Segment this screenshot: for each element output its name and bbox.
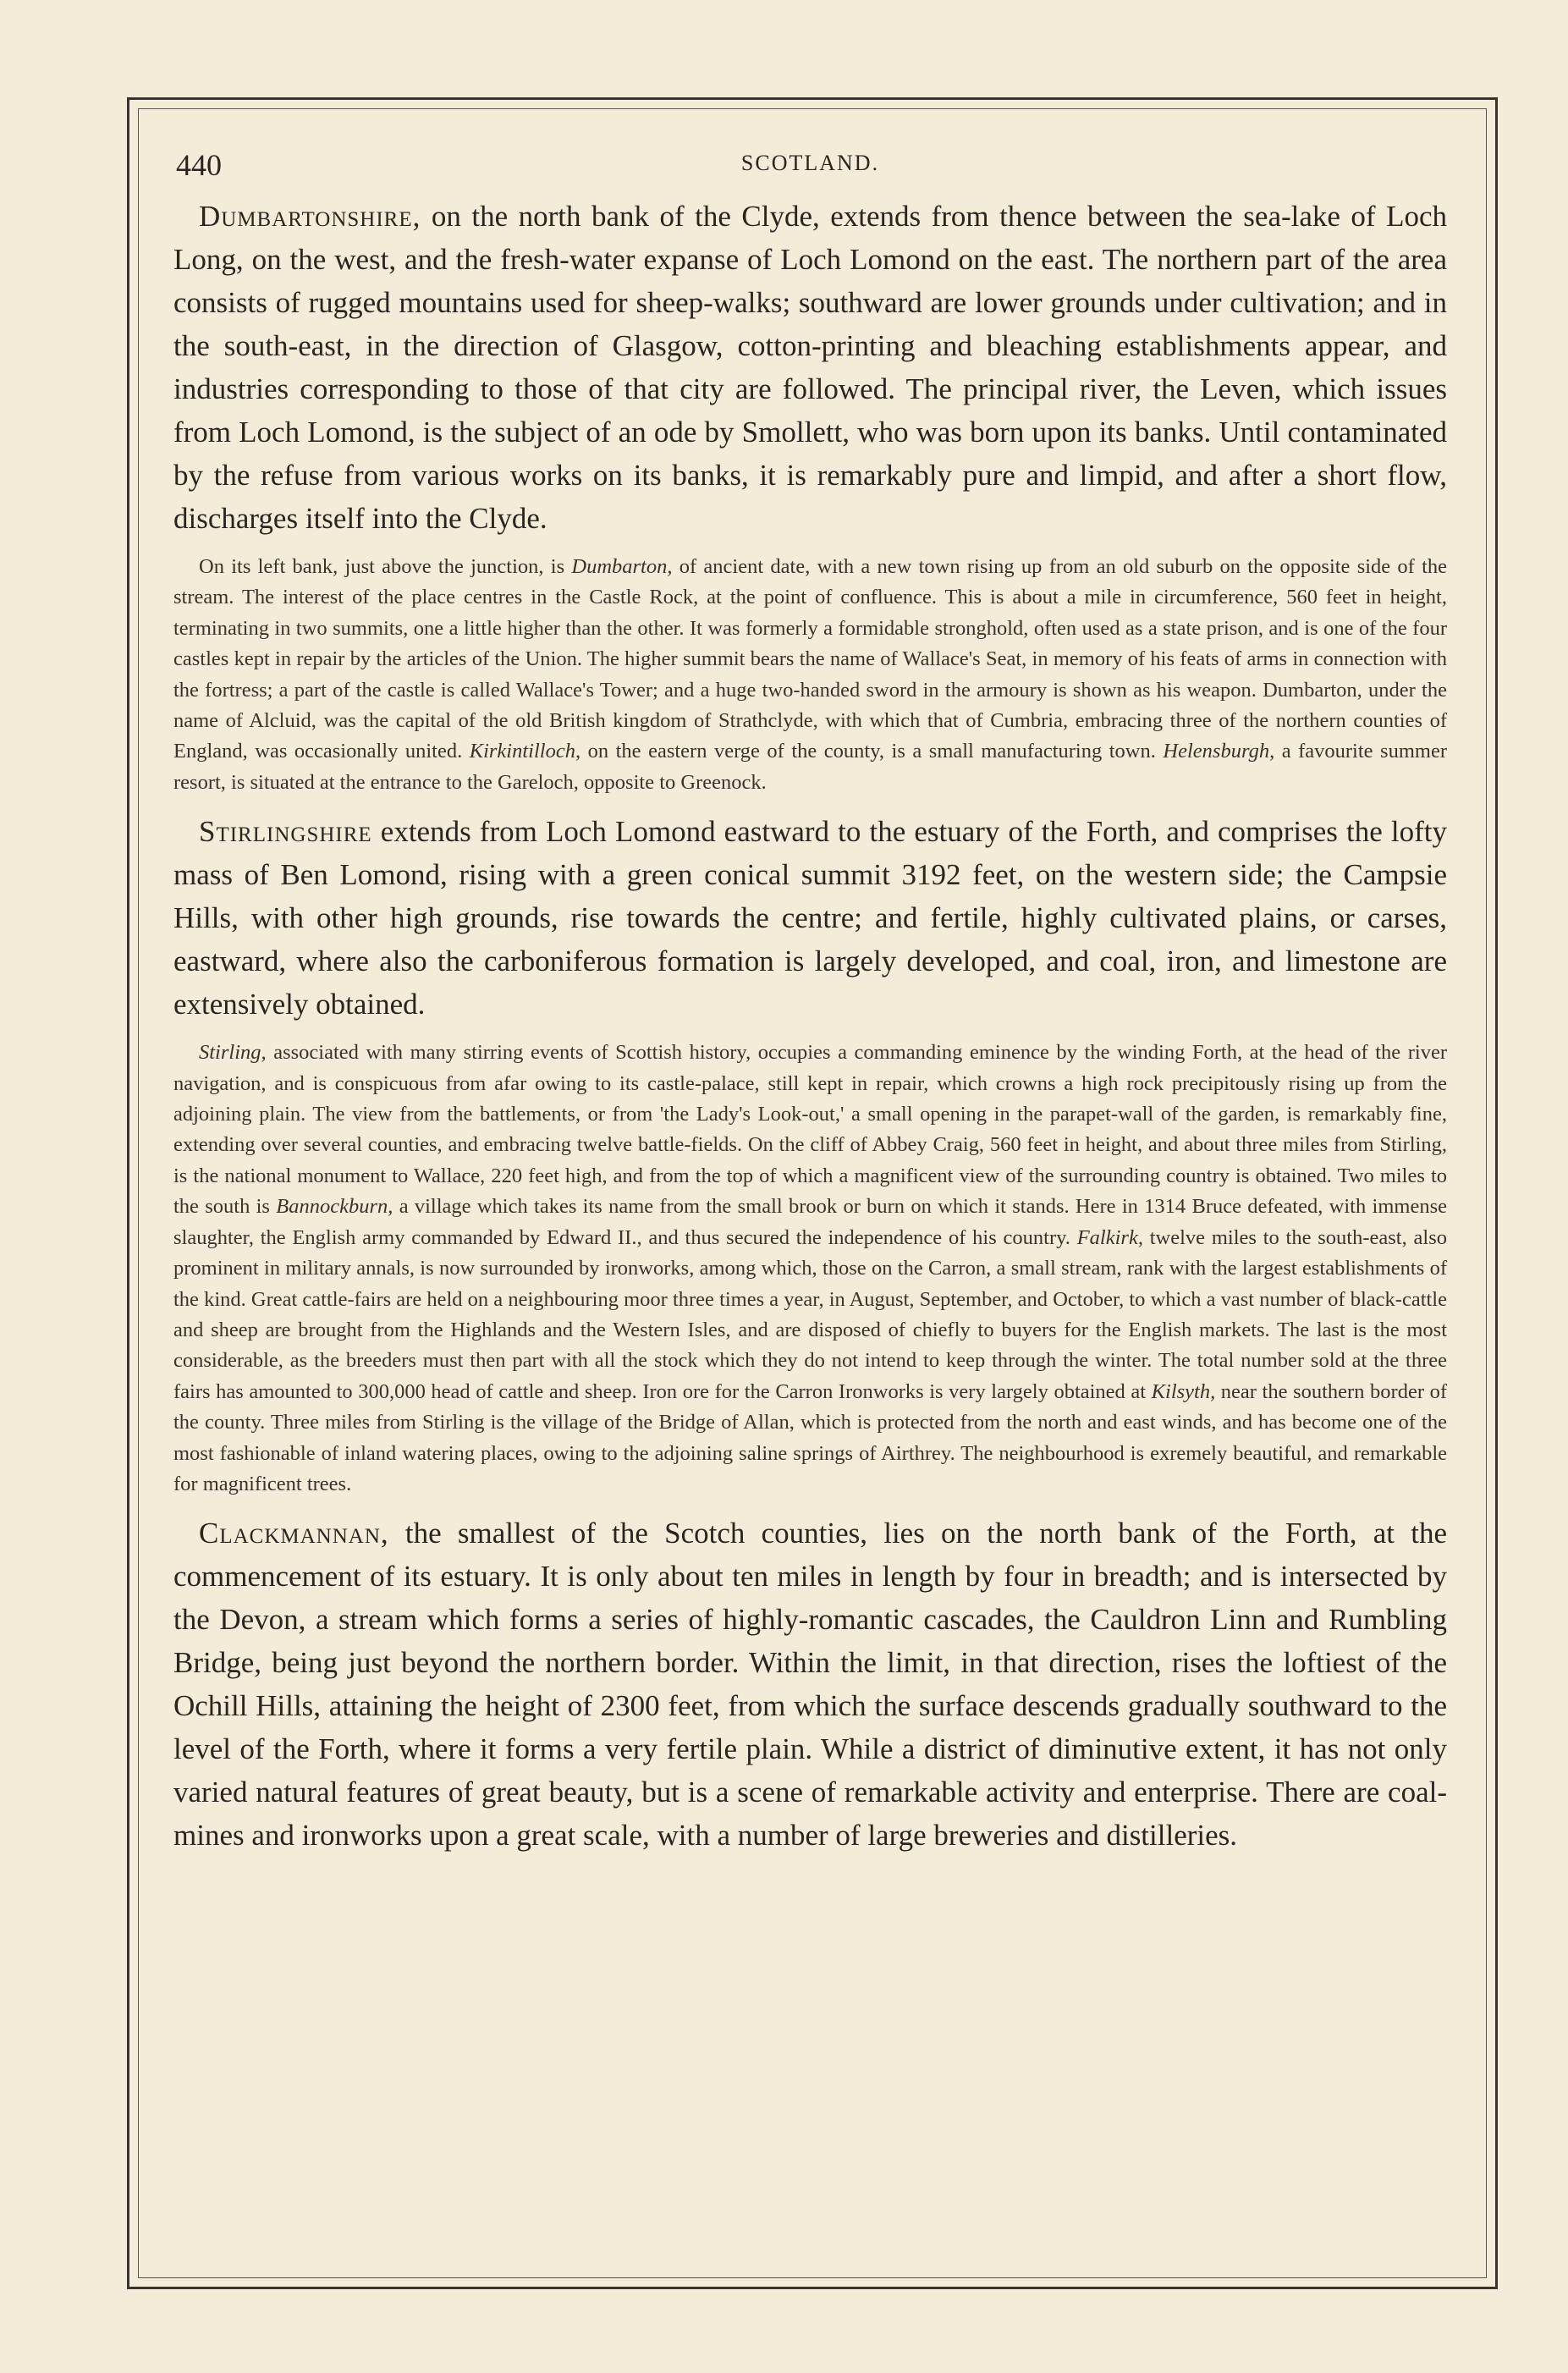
note-text: a village which takes its name from the small brook or burn on which it stands. Here in 1314 Bruce defeated, with immense slaughter, the English army commanded by Edward II., and thus secured the independence of his country. [173, 1195, 1447, 1249]
place-kilsyth: Kilsyth, [1151, 1379, 1216, 1403]
stirlingshire-body: extends from Loch Lomond eastward to the estuary of the Forth, and comprises the lofty mass of Ben Lomond, rising with a green conical summit 3192 feet, on the western side; the Campsie Hills, with other high grounds, rise towards the centre; and fertile, highly cultivated plains, or carses, eastward, where also the carboniferous formation is largely developed, and coal, iron, and limestone are extensively obtained. [173, 815, 1447, 1021]
place-kirkintilloch: Kirkintilloch, [469, 740, 581, 763]
place-dumbarton: Dumbarton, [571, 555, 673, 578]
dumbartonshire-body: on the north bank of the Clyde, extends from thence between the sea-lake of Loch Long, on the west, and the fresh-water expanse of Loch Lomond on the east. The northern part of the area consists of rugged mountains used for sheep-walks; southward are lower grounds under cultivation; and in the south-east, in the direction of Glasgow, cotton-printing and bleaching establishments appear, and industries corresponding to those of that city are followed. The principal river, the Leven, which issues from Loch Lomond, is the subject of an ode by Smollett, who was born upon its banks. Until contaminated by the refuse from various works on its banks, it is remarkably pure and limpid, and after a short flow, discharges itself into the Clyde. [173, 200, 1447, 535]
page-header [173, 135, 1447, 195]
note-text: a favourite summer resort, is situated at the entrance to the Gareloch, opposite to Greenock. [173, 740, 1447, 794]
note-text: twelve miles to the south-east, also prominent in military annals, is now surrounded by ironworks, among which, those on the Carron, a small stream, rank with the largest establishments of the kind. Great cattle-fairs are held on a neighbouring moor three times a year, in August, September, and October, to which a vast number of black-cattle and sheep are brought from the Highlands and the Western Isles, and are disposed of chiefly to buyers for the English markets. The last is the most considerable, as the breeders must then part with all the stock which they do not intend to keep through the winter. The total number sold at the three fairs has amounted to 300,000 head of cattle and sheep. Iron ore for the Carron Ironworks is very largely obtained at [173, 1225, 1447, 1403]
note-text: of ancient date, with a new town rising up from an old suburb on the opposite side of the stream. The interest of the place centres in the Castle Rock, at the point of confluence. This is about a mile in circumference, 560 feet in height, terminating in two summits, one a little higher than the other. It was formerly a formidable stronghold, often used as a state prison, and is one of the four castles kept in repair by the articles of the Union. The higher summit bears the name of Wallace's Seat, in memory of his feats of arms in connection with the fortress; a part of the castle is called Wallace's Tower; and a huge two-handed sword in the armoury is shown as his weapon. Dumbarton, under the name of Alcluid, was the capital of the old British kingdom of Strathclyde, with which that of Cumbria, embracing three of the northern counties of England, was occasionally united. [173, 555, 1448, 763]
page-number: 440 [176, 148, 222, 182]
running-head: SCOTLAND. [740, 151, 880, 175]
stirlingshire-paragraph [173, 810, 1447, 1026]
dumbartonshire-paragraph [173, 195, 1447, 540]
note-text: On its left bank, just above the junction, is [199, 555, 572, 578]
clackmannan-heading: Clackmannan, [199, 1517, 389, 1550]
dumbartonshire-heading: Dumbartonshire, [199, 200, 421, 233]
clackmannan-body: the smallest of the Scotch counties, lies on the north bank of the Forth, at the commencement of its estuary. It is only about ten miles in length by four in breadth; and is intersected by the Devon, a stream which forms a series of highly-romantic cascades, the Cauldron Linn and Rumbling Bridge, being just beyond the northern border. Within the limit, in that direction, rises the loftiest of the Ochill Hills, attaining the height of 2300 feet, from which the surface descends gradually southward to the level of the Forth, where it forms a very fertile plain. While a district of diminutive extent, it has not only varied natural features of great beauty, but is a scene of remarkable activity and enterprise. There are coal-mines and ironworks upon a great scale, with a number of large breweries and distilleries. [173, 1517, 1447, 1853]
note-text: on the eastern verge of the county, is a small manufacturing town. [580, 740, 1164, 763]
dumbarton-note [173, 552, 1447, 798]
stirling-note [173, 1038, 1447, 1500]
place-stirling: Stirling, [199, 1041, 267, 1065]
clackmannan-paragraph [173, 1511, 1447, 1857]
place-helensburgh: Helensburgh, [1163, 740, 1275, 763]
note-text: near the southern border of the county. Three miles from Stirling is the village of the Bridge of Allan, which is protected from the north and east winds, and has become one of the most fashionable of inland watering places, owing to the adjoining saline springs of Airthrey. The neighbourhood is exremely beautiful, and remarkable for magnificent trees. [173, 1379, 1447, 1495]
place-bannockburn: Bannockburn, [276, 1195, 393, 1219]
stirlingshire-heading: Stirlingshire [199, 815, 372, 849]
note-text: associated with many stirring events of Scottish history, occupies a commanding eminence by the winding Forth, at the head of the river navigation, and is conspicuous from afar owing to its castle-palace, still kept in repair, which crowns a high rock precipitously rising up from the adjoining plain. The view from the battlements, or from 'the Lady's Look-out,' a small opening in the parapet-wall of the garden, is remarkably fine, extending over several counties, and embracing twelve battle-fields. On the cliff of Abbey Craig, 560 feet in height, and about three miles from Stirling, is the national monument to Wallace, 220 feet high, and from the top of which a magnificent view of the surrounding country is obtained. Two miles to the south is [173, 1041, 1447, 1219]
book-page [173, 135, 1447, 1857]
place-falkirk: Falkirk, [1076, 1225, 1143, 1249]
